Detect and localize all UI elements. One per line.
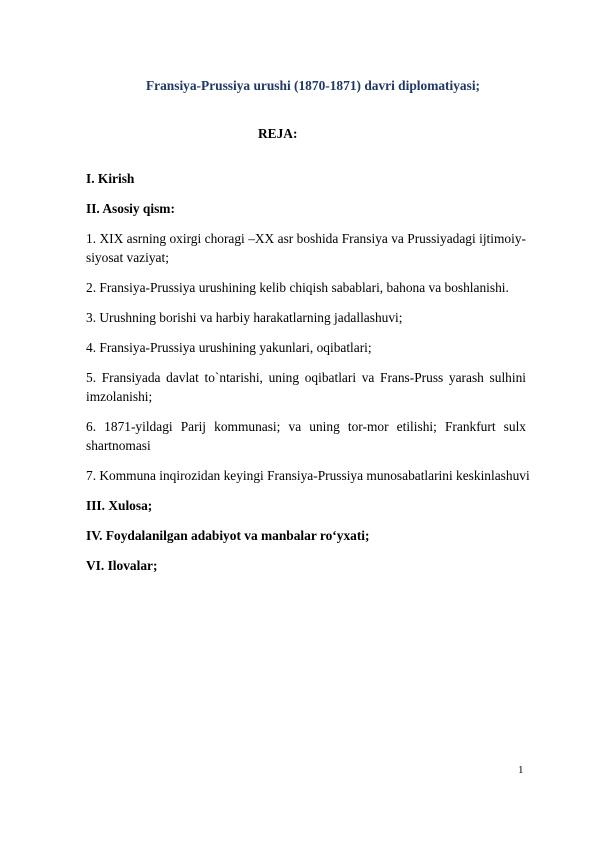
- plan-item-introduction: I. Kirish: [86, 171, 135, 186]
- plan-heading: REJA:: [258, 126, 298, 141]
- plan-item-main-part: II. Asosiy qism:: [86, 201, 175, 216]
- plan-item-conclusion: III. Xulosa;: [86, 498, 153, 513]
- page-number: 1: [518, 764, 524, 776]
- plan-item-3: 3. Urushning borishi va harbiy harakatlarning jadallashuvi;: [86, 310, 403, 325]
- plan-item-appendices: VI. Ilovalar;: [86, 558, 158, 573]
- plan-item-2: 2. Fransiya-Prussiya urushining kelib chiqish sabablari, bahona va boshlanishi.: [86, 280, 509, 295]
- plan-list: [86, 169, 530, 586]
- plan-item-1: 1. XIX asrning oxirgi choragi –XX asr boshida Fransiya va Prussiyadagi ijtimoiy-siyosat vaziyat;: [86, 231, 526, 265]
- plan-item-references: IV. Foydalanilgan adabiyot va manbalar ro‘yxati;: [86, 528, 370, 543]
- plan-item-5: 5. Fransiyada davlat to`ntarishi, uning oqibatlari va Frans-Pruss yarash sulhini imzolanishi;: [86, 370, 526, 404]
- plan-item-7: 7. Kommuna inqirozidan keyingi Fransiya-Prussiya munosabatlarini keskinlashuvi: [86, 468, 530, 483]
- plan-item-6: 6. 1871-yildagi Parij kommunasi; va uning tor-mor etilishi; Frankfurt sulx shartnomasi: [86, 419, 526, 453]
- document-title: Fransiya-Prussiya urushi (1870-1871) davri diplomatiyasi;: [145, 78, 481, 93]
- plan-item-4: 4. Fransiya-Prussiya urushining yakunlari, oqibatlari;: [86, 340, 372, 355]
